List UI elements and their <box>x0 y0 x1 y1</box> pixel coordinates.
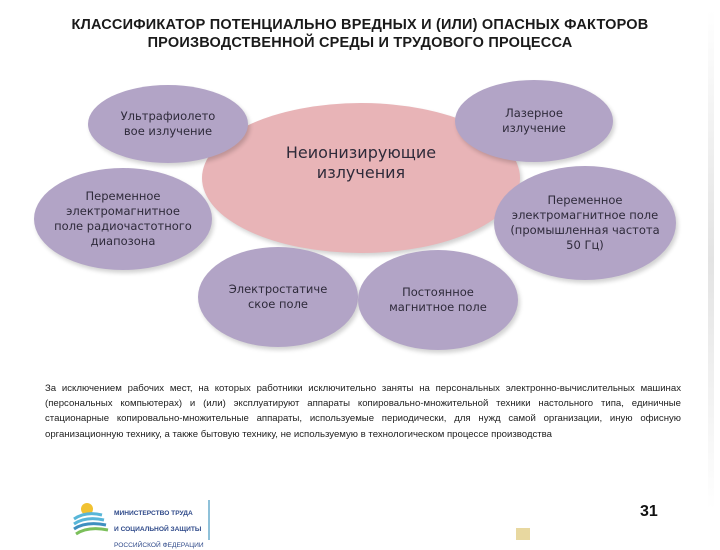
slide-title <box>20 16 700 52</box>
footer-accent <box>516 528 530 540</box>
title-line-2: ПРОИЗВОДСТВЕННОЙ СРЕДЫ И ТРУДОВОГО ПРОЦЕССА <box>147 35 573 51</box>
node-industrial-label: Переменное электромагнитное поле (промышленная частота 50 Гц) <box>510 193 660 252</box>
ministry-logo <box>72 497 272 549</box>
page-number: 31 <box>640 503 658 520</box>
node-rf-label: Переменное электромагнитное поле радиочастотного диапозона <box>54 189 192 248</box>
node-magnetic-label: Постоянное магнитное поле <box>389 285 487 314</box>
logo-line-3: РОССИЙСКОЙ ФЕДЕРАЦИИ <box>114 542 204 549</box>
node-uv-label: Ультрафиолето вое излучение <box>120 109 216 138</box>
title-line-1: КЛАССИФИКАТОР ПОТЕНЦИАЛЬНО ВРЕДНЫХ И (ИЛИ) ОПАСНЫХ ФАКТОРОВ <box>71 17 649 33</box>
node-electrostatic-field <box>198 247 358 347</box>
node-industrial-frequency-field <box>494 166 676 280</box>
node-rf-field <box>34 168 212 270</box>
footnote-text: За исключением рабочих мест, на которых работники исключительно заняты на персональных электронно-вычислительных машинах (персональных компьютерах) и (или) эксплуатируют аппараты копировально-множительной техники настольного типа, единичные стационарные копировально-множительные аппараты, используемые периодически, для нужд самой организации, иную офисную организационную технику, а также бытовую технику, не используемую в технологическом процессе производства <box>45 383 681 440</box>
node-laser-label: Лазерное излучение <box>502 106 566 135</box>
node-electrostatic-label: Электростатиче ское поле <box>228 282 328 311</box>
center-node-label: Неионизирующие излучения <box>285 143 437 182</box>
logo-line-2: И СОЦИАЛЬНОЙ ЗАЩИТЫ <box>114 526 202 533</box>
ministry-emblem-icon <box>72 497 110 537</box>
node-uv-radiation <box>88 85 248 163</box>
node-laser-radiation <box>455 80 613 162</box>
footer-divider <box>208 500 210 540</box>
logo-line-1: МИНИСТЕРСТВО ТРУДА <box>114 510 193 517</box>
node-magnetic-field <box>358 250 518 350</box>
right-edge-shadow <box>708 10 714 510</box>
